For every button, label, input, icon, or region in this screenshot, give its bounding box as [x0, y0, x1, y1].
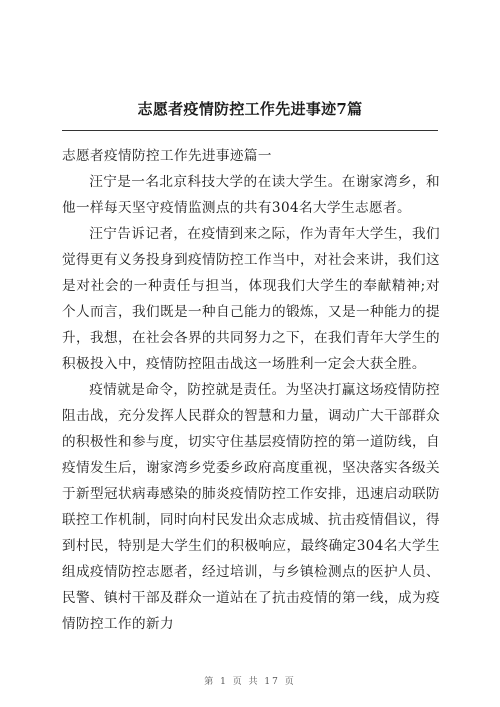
document-body [62, 143, 440, 637]
paragraph-2: 汪宁告诉记者，在疫情到来之际，作为青年大学生，我们觉得更有义务投身到疫情防控工作当中，对社会来讲，我们这是对社会的一种责任与担当，体现我们大学生的奉献精神;对个人而言，我们既是一种自己能力的锻炼，又是一种能力的提升，我想，在社会各界的共同努力之下，在我们青年大学生的积极投入中，疫情防控阻击战这一场胜利一定会大获全胜。 [62, 226, 440, 372]
paragraph-3: 疫情就是命令，防控就是责任。为坚决打赢这场疫情防控阻击战，充分发挥人民群众的智慧和力量，调动广大干部群众的积极性和参与度，切实守住基层疫情防控的第一道防线，自疫情发生后，谢家湾乡党委乡政府高度重视，坚决落实各级关于新型冠状病毒感染的肺炎疫情防控工作安排，迅速启动联防联控工作机制，同时向村民发出众志成城、抗击疫情倡议，得到村民，特别是大学生们的积极响应，最终确定304名大学生组成疫情防控志愿者，经过培训，与乡镇检测点的医护人员、民警、镇村干部及群众一道站在了抗击疫情的第一线，成为疫情防控工作的新力 [62, 382, 440, 632]
section-heading: 志愿者疫情防控工作先进事迹篇一 [62, 148, 272, 164]
page-number-footer: 第 1 页 共 17 页 [204, 677, 296, 687]
title-divider [62, 130, 438, 131]
page-title: 志愿者疫情防控工作先进事迹7篇 [137, 100, 363, 118]
paragraph-1: 汪宁是一名北京科技大学的在读大学生。在谢家湾乡，和他一样每天坚守疫情监测点的共有304名大学生志愿者。 [62, 174, 440, 216]
